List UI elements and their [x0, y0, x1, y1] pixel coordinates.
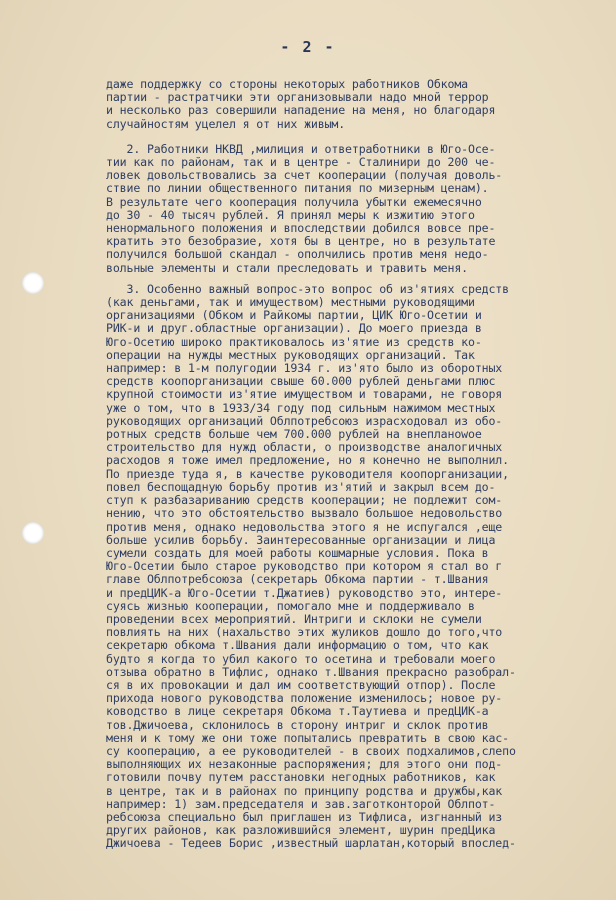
text-line: повлиять на них (нахальство этих жуликов дошло до того,что	[106, 625, 503, 640]
paragraph	[106, 143, 610, 275]
text-line: будто я когда то убил какого то осетина и требовали моего	[106, 651, 496, 666]
text-line: и предЦИК-а Юго-Осетии т.Джатиев) руководство это, интере-	[106, 585, 503, 600]
text-line: крупной стоимости из'ятие имуществом и товарами, не говоря	[106, 387, 503, 402]
text-line: расходов я тоже имел предложение, но я конечно не выполнил.	[106, 453, 509, 468]
text-line: нению, что это обстоятельство вызвало большое недовольство	[106, 506, 503, 521]
punch-hole	[22, 272, 44, 294]
text-line: По приезде туда я, в качестве руководителя коопорганизации,	[106, 466, 509, 481]
paragraph	[106, 78, 610, 131]
text-line: случайностям уцелел я от них живым.	[106, 116, 346, 131]
text-line: (как деньгами, так и имуществом) местными руководящими	[106, 295, 475, 310]
text-line: партии - растратчики эти организовывали надо мной террор	[106, 90, 489, 105]
text-line: получился большой скандал - ополчились против меня недо-	[106, 247, 489, 262]
text-line: ловек довольствовались за счет кооперации (получая доволь-	[106, 168, 503, 183]
text-line: 2. Работники НКВД ,милиция и ответработники в Юго-Осе-	[106, 141, 496, 156]
text-line: против меня, однако недовольства этого я не испугался ,еще	[106, 519, 503, 534]
text-line: отзыва обратно в Тифлис, однако т.Швания прекрасно разобрал-	[106, 664, 516, 679]
text-line: Юго-Осетии было старое руководство при котором я стал во г	[106, 559, 503, 574]
text-line: средств коопорганизации свыше 60.000 рублей деньгами плюс	[106, 374, 496, 389]
text-line: уже о том, что в 1933/34 году под сильным нажимом местных	[106, 400, 496, 415]
text-line: операции на нужды местных руководящих организаций. Так	[106, 347, 475, 362]
text-line: Джичоева - Тедеев Борис ,известный шарлатан,который впослед-	[106, 836, 516, 851]
text-line: тов.Джичоева, склонилось в сторону интриг и склок против	[106, 717, 489, 732]
text-line: например: 1) зам.председателя и зав.заготконторой Облпот-	[106, 796, 496, 811]
paragraph-gap	[106, 131, 610, 143]
text-line: кратить это безобразие, хотя бы в центре, но в результате	[106, 234, 496, 249]
text-line: руководящих организаций Облпотребсоюз израсходовал из обо-	[106, 413, 503, 428]
text-line: до 30 - 40 тысяч рублей. Я принял меры к изжитию этого	[106, 207, 475, 222]
text-line: строительство для нужд области, о производстве аналогичных	[106, 440, 503, 455]
text-line: прихода нового руководства положение изменилось; новое ру-	[106, 691, 503, 706]
text-line: РИК-и и друг.областные организации). До моего приезда в	[106, 321, 482, 336]
text-line: других районов, как разложившийся элемент, шурин предЦика	[106, 823, 496, 838]
text-line: ненормального положения и впоследствии добился вовсе пре-	[106, 221, 496, 236]
page-number: - 2 -	[280, 38, 336, 56]
punch-hole	[22, 522, 44, 544]
text-line: ствие по линии общественного питания по мизерным ценам).	[106, 181, 489, 196]
document-body	[106, 78, 610, 851]
text-line: сумели создать для моей работы кошмарные условия. Пока в	[106, 545, 489, 560]
text-line: например: в 1-м полугодии 1934 г. из'ято было из оборотных	[106, 361, 503, 376]
text-line: Юго-Осетию широко практиковалось из'ятие из средств ко-	[106, 334, 482, 349]
text-line: организациями (Обком и Райкомы партии, ЦИК Юго-Осетии и	[106, 308, 482, 323]
text-line: В результате чего кооперация получила убытки ежемесячно	[106, 194, 482, 209]
text-line: повел беспощадную борьбу против из'ятий и закрыл всем до-	[106, 479, 496, 494]
text-line: больше усилив борьбу. Заинтересованные организации и лица	[106, 532, 496, 547]
text-line: и несколько раз совершили нападение на меня, но благодаря	[106, 103, 496, 118]
text-line: выполняющих их незаконные распоряжения; для этого они под-	[106, 757, 503, 772]
text-line: готовили почву путем расстановки негодных работников, как	[106, 770, 496, 785]
text-line: тии как по районам, так и в центре - Сталинири до 200 че-	[106, 155, 496, 170]
text-line: в центре, так и в районах по принципу родства и дружбы,как	[106, 783, 503, 798]
text-line: меня и к тому же они тоже попытались превратить в свою кас-	[106, 730, 509, 745]
text-line: проведении всех мероприятий. Интриги и склоки не сумели	[106, 611, 482, 626]
text-line: ребсоюза специально был приглашен из Тифлиса, изгнанный из	[106, 809, 503, 824]
text-line: суясь жизнью кооперации, помогало мне и поддерживало в	[106, 598, 475, 613]
text-line: ротных средств больше чем 700.000 рублей на внепланowое	[106, 427, 482, 442]
paragraph	[106, 283, 610, 851]
text-line: ступ к разбазариванию средств кооперации; не подлежит сом-	[106, 493, 503, 508]
text-line: главе Облпотребсоюза (секретарь Обкома партии - т.Швания	[106, 572, 489, 587]
text-line: вольные элементы и стали преследовать и травить меня.	[106, 260, 468, 275]
text-line: ководство в лице секретаря Обкома т.Таутиева и предЦИК-а	[106, 704, 489, 719]
text-line: даже поддержку со стороны некоторых работников Обкома	[106, 77, 468, 91]
text-line: су кооперацию, а ее руководителей - в своих подхалимов,слепо	[106, 743, 516, 758]
text-line: секретарю обкома т.Швания дали информацию о том, что как	[106, 638, 489, 653]
text-line: 3. Особенно важный вопрос-это вопрос об из'ятиях средств	[106, 281, 509, 296]
text-line: ся в их провокации и дал им соответствующий отпор). После	[106, 677, 496, 692]
